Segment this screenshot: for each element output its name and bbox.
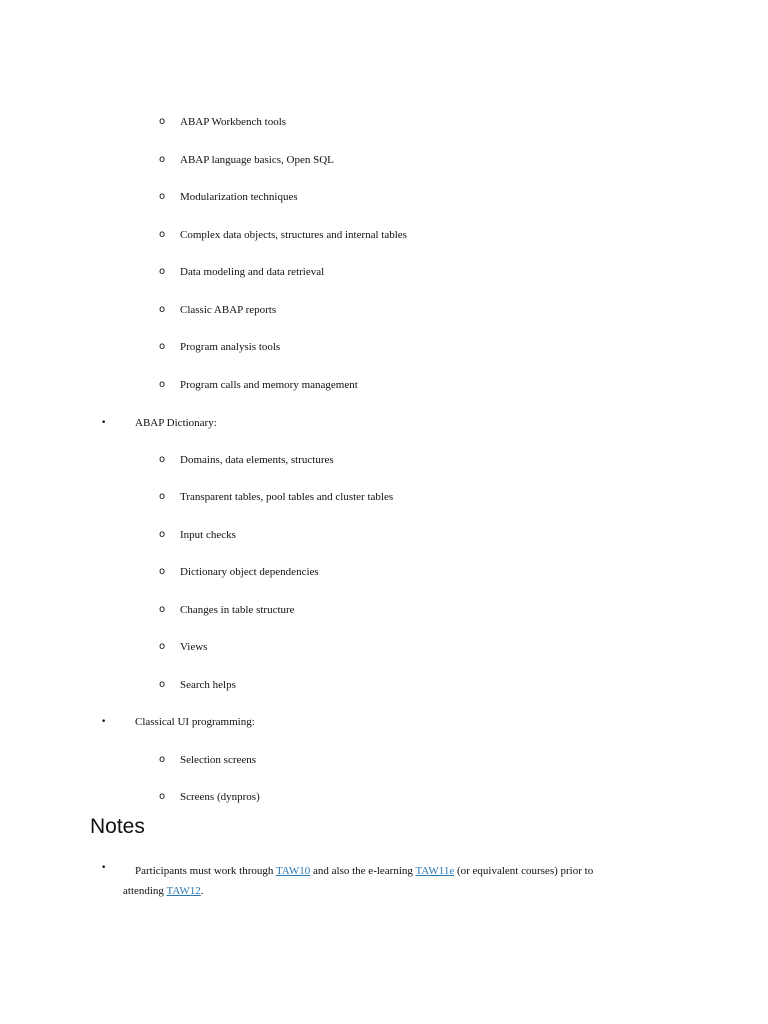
list-item-text: Dictionary object dependencies: [180, 566, 319, 578]
list-item-text: Classic ABAP reports: [180, 304, 277, 316]
list-item-text: Program analysis tools: [180, 341, 281, 353]
sub-bullet: o: [159, 191, 166, 202]
sub-bullet: o: [159, 604, 166, 615]
list-item-text: Input checks: [180, 529, 236, 541]
list-item-text: Classical UI programming:: [135, 716, 255, 728]
sub-bullet: o: [159, 266, 166, 277]
list-item-text: Modularization techniques: [180, 191, 298, 203]
list-item: [0, 527, 768, 543]
main-bullet: •: [101, 717, 107, 727]
list-item-text: Program calls and memory management: [180, 379, 358, 391]
sub-bullet: o: [159, 791, 166, 802]
sub-bullet: o: [159, 454, 166, 465]
notes-paragraph-line-2: [123, 883, 204, 899]
notes-text: Participants must work through: [135, 865, 276, 877]
sub-bullet: o: [159, 566, 166, 577]
sub-bullet: o: [159, 229, 166, 240]
list-item: [0, 227, 768, 243]
sub-bullet: o: [159, 116, 166, 127]
list-item: [0, 752, 768, 768]
list-item-text: ABAP Workbench tools: [180, 116, 287, 128]
taw11e-link[interactable]: TAW11e: [415, 865, 455, 877]
notes-text: attending: [123, 885, 167, 897]
list-item: [0, 602, 768, 618]
list-item: [0, 339, 768, 355]
sub-bullet: o: [159, 754, 166, 765]
list-item-text: Search helps: [180, 679, 236, 691]
sub-bullet: o: [159, 341, 166, 352]
main-bullet: •: [101, 863, 107, 873]
notes-text: and also the e-learning: [310, 865, 416, 877]
list-item: [0, 152, 768, 168]
list-item: [0, 489, 768, 505]
notes-paragraph-line-1: [135, 863, 593, 879]
sub-bullet: o: [159, 679, 166, 690]
sub-bullet: o: [159, 529, 166, 540]
list-item: [0, 264, 768, 280]
list-item: [0, 302, 768, 318]
list-item: [0, 452, 768, 468]
list-item-main: [0, 714, 768, 730]
list-item-text: Views: [180, 641, 208, 653]
sub-bullet: o: [159, 641, 166, 652]
list-item: [0, 114, 768, 130]
list-item-text: Transparent tables, pool tables and cluster tables: [180, 491, 394, 503]
notes-heading: Notes: [90, 815, 145, 838]
notes-text: .: [200, 885, 204, 897]
notes-text: (or equivalent courses) prior to: [454, 865, 594, 877]
list-item-text: Domains, data elements, structures: [180, 454, 334, 466]
taw12-link[interactable]: TAW12: [166, 885, 201, 897]
list-item: [0, 189, 768, 205]
list-item-text: Selection screens: [180, 754, 257, 766]
sub-bullet: o: [159, 379, 166, 390]
list-item: [0, 789, 768, 805]
list-item: [0, 677, 768, 693]
sub-bullet: o: [159, 154, 166, 165]
sub-bullet: o: [159, 491, 166, 502]
list-item-text: Screens (dynpros): [180, 791, 260, 803]
list-item: [0, 564, 768, 580]
main-bullet: •: [101, 418, 107, 428]
list-item-text: ABAP Dictionary:: [135, 417, 217, 429]
list-item-main: [0, 415, 768, 431]
list-item-text: Complex data objects, structures and internal tables: [180, 229, 407, 241]
list-item-text: Data modeling and data retrieval: [180, 266, 325, 278]
taw10-link[interactable]: TAW10: [275, 865, 311, 877]
list-item-text: ABAP language basics, Open SQL: [180, 154, 334, 166]
list-item: [0, 377, 768, 393]
sub-bullet: o: [159, 304, 166, 315]
list-item: [0, 639, 768, 655]
list-item-text: Changes in table structure: [180, 604, 295, 616]
